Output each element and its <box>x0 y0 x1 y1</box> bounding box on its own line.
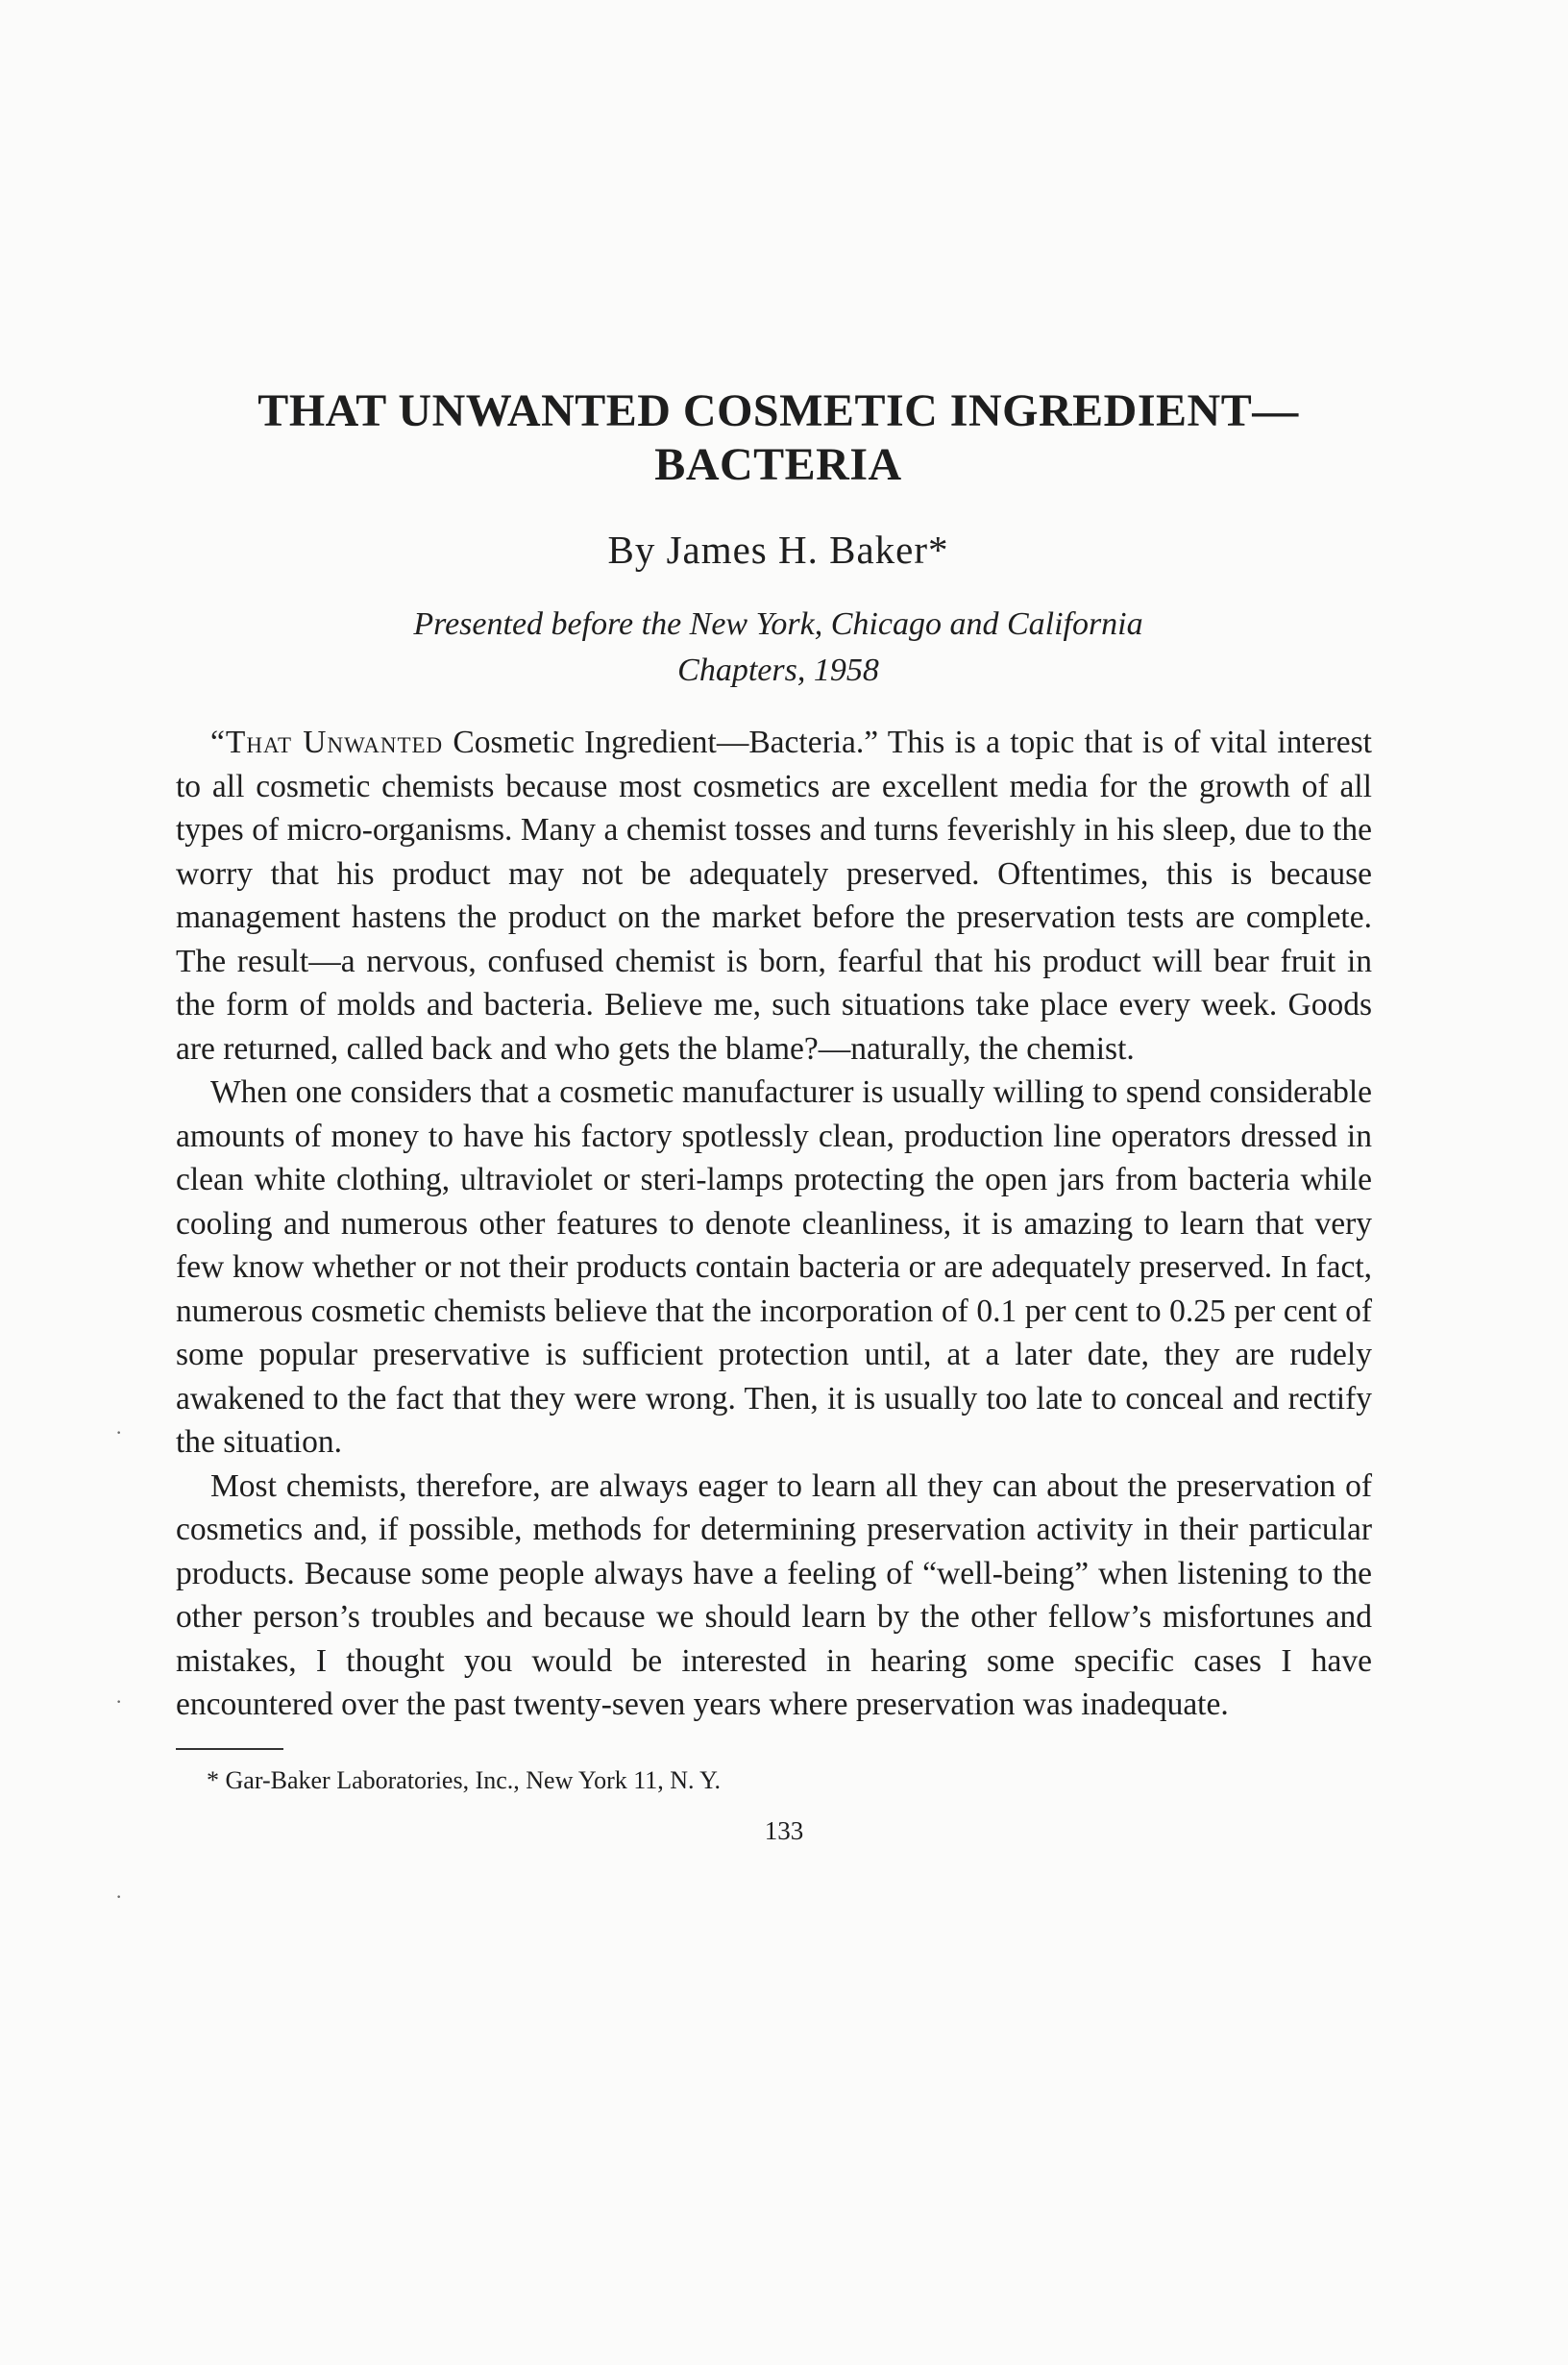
paragraph-2: When one considers that a cosmetic manufacturer is usually willing to spend considerable amounts of money to have his factory spotlessly clean, production line operators dressed in clean white clothing, ultraviolet or steri-lamps protecting the open jars from bacteria while cooling and numerous other features to denote cleanliness, it is amazing to learn that very few know whether or not their products contain bacteria or are adequately preserved. In fact, numerous cosmetic chemists believe that the incorporation of 0.1 per cent to 0.25 per cent of some popular preservative is sufficient protection until, at a later date, they are rudely awakened to the fact that they were wrong. Then, it is usually too late to conceal and rectify the situation. <box>176 1074 1372 1460</box>
scan-speck: · <box>115 1420 123 1444</box>
presentation-line-2: Chapters, 1958 <box>677 653 879 688</box>
paragraph-1-lead: “That Unwanted <box>210 725 444 760</box>
article-title <box>173 384 1384 492</box>
scan-speck: · <box>115 1885 123 1909</box>
scan-speck: · <box>115 1689 123 1713</box>
paragraph-1 <box>176 721 1372 1071</box>
title-line-1: THAT UNWANTED COSMETIC INGREDIENT— <box>257 385 1299 436</box>
article-body <box>176 721 1372 1727</box>
footnote-divider <box>176 1748 283 1750</box>
presentation-line-1: Presented before the New York, Chicago and California <box>413 606 1143 642</box>
author-byline: By James H. Baker* <box>607 528 949 572</box>
footnote: * Gar-Baker Laboratories, Inc., New York 11, N. Y. <box>207 1766 722 1794</box>
paragraph-1-text: Cosmetic Ingredient—Bacteria.” This is a topic that is of vital interest to all cosmetic chemists because most cosmetics are excellent media for the growth of all types of micro-organisms. Many a chemist tosses and turns feverishly in his sleep, due to the worry that his product may not be adequately preserved. Oftentimes, this is because management hastens the product on the market before the preservation tests are complete. The result—a nervous, confused chemist is born, fearful that his product will bear fruit in the form of molds and bacteria. Believe me, such situations take place every week. Goods are returned, called back and who gets the blame?—naturally, the chemist. <box>176 725 1372 1067</box>
presentation-note <box>240 602 1316 694</box>
paragraph-3: Most chemists, therefore, are always eager to learn all they can about the preservation of cosmetics and, if possible, methods for determining preservation activity in their particular products. Because some people always have a feeling of “well-being” when listening to the other person’s troubles and because we should learn by the other fellow’s misfortunes and mistakes, I thought you would be interested in hearing some specific cases I have encountered over the past twenty-seven years where preservation was inadequate. <box>176 1467 1372 1722</box>
page-number: 133 <box>764 1816 804 1845</box>
title-line-2: BACTERIA <box>654 439 902 490</box>
